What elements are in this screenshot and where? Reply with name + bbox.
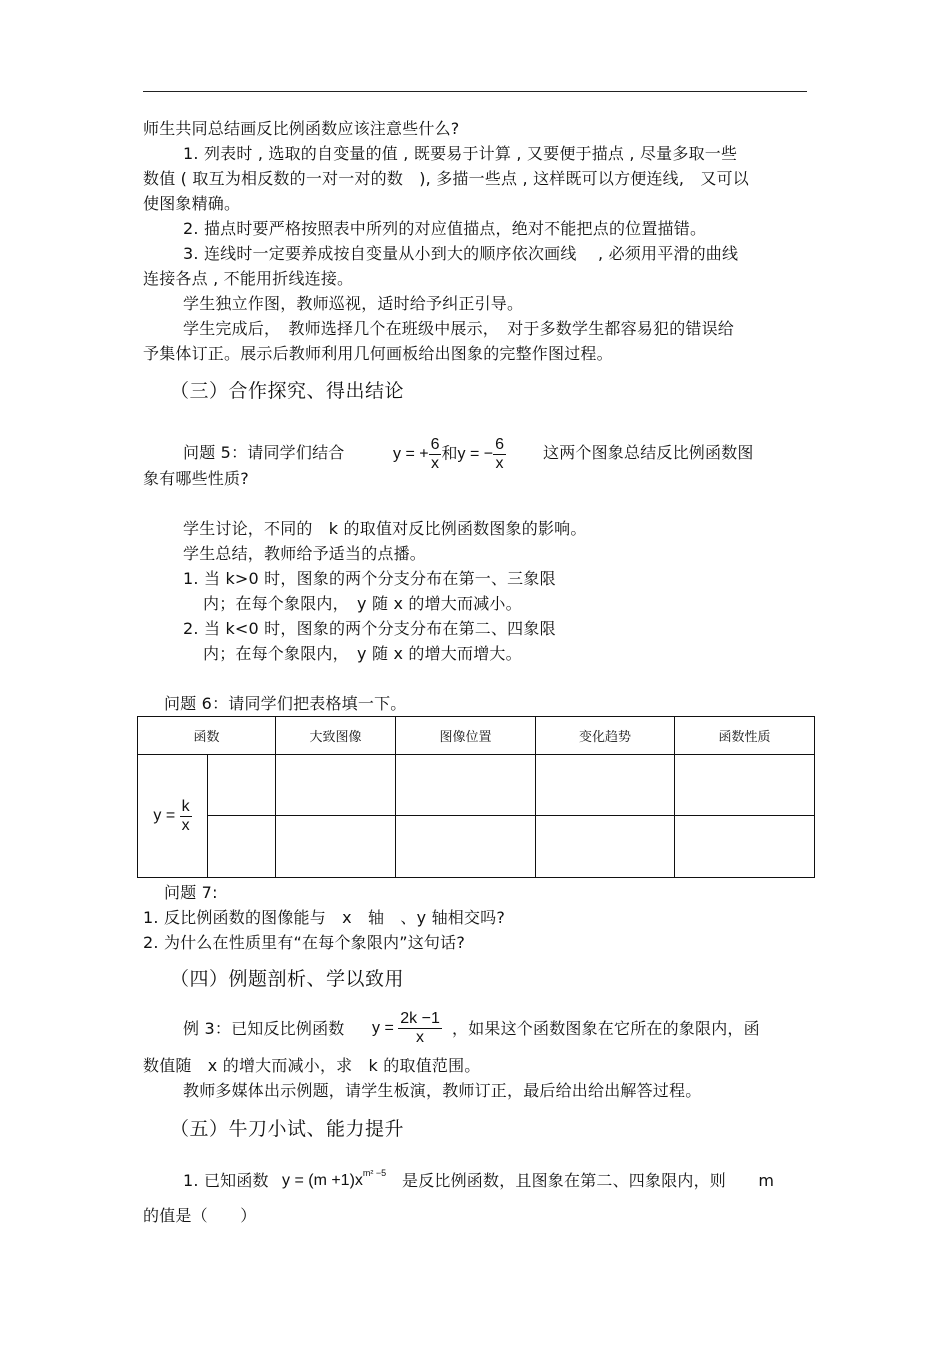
fraction-denominator: x [416,1029,425,1046]
formula-exponent: m² −5 [362,1168,387,1178]
header-function: 函数 [138,717,276,755]
question-5-formulas [393,436,506,473]
function-formula [153,797,191,834]
formula-y-label: y = [372,1019,394,1037]
fraction-numerator: 6 [430,436,440,453]
table-cell[interactable] [276,815,396,877]
property-1-cont: 内；在每个象限内， y 随 x 的增大而减小。 [203,594,522,613]
question-7-item-1: 1. 反比例函数的图像能与 x 轴 、y 轴相交吗? [143,908,506,927]
paragraph-point-3: 3. 连线时一定要养成按自变量从小到大的顺序依次画线 , 必须用平滑的曲线 [183,244,739,263]
table-cell[interactable] [675,815,815,877]
header-rule [143,91,807,92]
paragraph-point-1-end: 使图象精确。 [143,194,241,213]
function-cell [138,755,208,878]
property-1: 1. 当 k>0 时，图象的两个分支分布在第一、三象限 [183,569,556,588]
formula-y2-label: y = − [457,445,494,463]
section-heading-3: （三）合作探究、得出结论 [170,380,405,402]
example-3-suffix: ，如果这个函数图象在它所在的象限内，函 [452,1019,760,1038]
question-5-prefix: 问题 5：请同学们结合 [183,443,345,462]
section-heading-4: （四）例题剖析、学以致用 [170,968,405,990]
fraction-2k-1-over-x [398,1010,442,1047]
example-3-prefix: 例 3：已知反比例函数 [183,1019,345,1038]
table-cell[interactable] [536,815,675,877]
function-y-label: y = [153,807,176,825]
header-properties: 函数性质 [675,717,815,755]
paragraph-teacher-media: 教师多媒体出示例题，请学生板演，教师订正，最后给出给出解答过程。 [183,1081,702,1100]
property-2: 2. 当 k<0 时，图象的两个分支分布在第二、四象限 [183,619,556,638]
formula-and: 和 [441,445,458,463]
question-5-suffix: 这两个图象总结反比例函数图 [543,443,754,462]
paragraph-display: 学生完成后， 教师选择几个在班级中展示， 对于多数学生都容易犯的错误给 [183,319,735,338]
table-cell[interactable] [396,815,536,877]
paragraph-point-3-cont: 连接各点 , 不能用折线连接。 [143,269,354,288]
paragraph-summary-title: 师生共同总结画反比例函数应该注意些什么? [143,119,460,138]
table-cell[interactable] [208,755,276,815]
fraction-k-over-x [180,798,192,835]
question-7-item-2: 2. 为什么在性质里有“在每个象限内”这句话? [143,933,466,952]
table-cell[interactable] [675,755,815,815]
example-3-line2: 数值随 x 的增大而减小，求 k 的取值范围。 [143,1056,481,1075]
question-6: 问题 6：请同学们把表格填一下。 [164,694,407,713]
table-cell[interactable] [396,755,536,815]
paragraph-display-cont: 予集体订正。展示后教师利用几何画板给出图象的完整作图过程。 [143,344,613,363]
paragraph-point-1-cont: 数值 ( 取互为相反数的一对一对的数 ), 多描一些点 , 这样既可以方便连线, 又可以 [143,169,749,188]
formula-expression: y = (m +1)x [282,1172,363,1189]
exercise-1-suffix: 是反比例函数，且图象在第二、四象限内，则 m [402,1171,775,1190]
header-trend: 变化趋势 [536,717,675,755]
header-graph-position: 图像位置 [396,717,536,755]
paragraph-point-2: 2. 描点时要严格按照表中所列的对应值描点，绝对不能把点的位置描错。 [183,219,707,238]
paragraph-point-1: 1. 列表时 , 选取的自变量的值 , 既要易于计算 , 又要便于描点 , 尽量多取一些 [183,144,738,163]
fraction-6-over-x-negative [493,436,506,473]
fraction-numerator: 2k −1 [400,1010,440,1027]
paragraph-independent-work: 学生独立作图，教师巡视，适时给予纠正引导。 [183,294,524,313]
exercise-1-formula [282,1168,387,1191]
table-cell[interactable] [208,815,276,877]
fraction-6-over-x [429,436,442,473]
paragraph-student-summary: 学生总结，教师给予适当的点播。 [183,544,427,563]
fraction-denominator: x [181,816,190,834]
example-3-formula [372,1010,442,1047]
exercise-1-prefix: 1. 已知函数 [183,1171,269,1190]
table-cell[interactable] [536,755,675,815]
fraction-numerator: 6 [495,436,504,453]
question-5-line2: 象有哪些性质? [143,469,249,488]
question-7: 问题 7: [164,883,218,902]
paragraph-discussion: 学生讨论，不同的 k 的取值对反比例函数图象的影响。 [183,519,587,538]
fraction-numerator: k [181,797,190,815]
table-cell[interactable] [276,755,396,815]
fill-in-table [137,716,815,878]
fraction-denominator: x [431,455,440,472]
section-heading-5: （五）牛刀小试、能力提升 [170,1118,405,1140]
exercise-1-line2: 的值是（ ） [143,1206,257,1225]
property-2-cont: 内；在每个象限内， y 随 x 的增大而增大。 [203,644,522,663]
header-rough-graph: 大致图像 [276,717,396,755]
fraction-denominator: x [495,455,504,472]
formula-y1-label: y = + [393,445,429,463]
